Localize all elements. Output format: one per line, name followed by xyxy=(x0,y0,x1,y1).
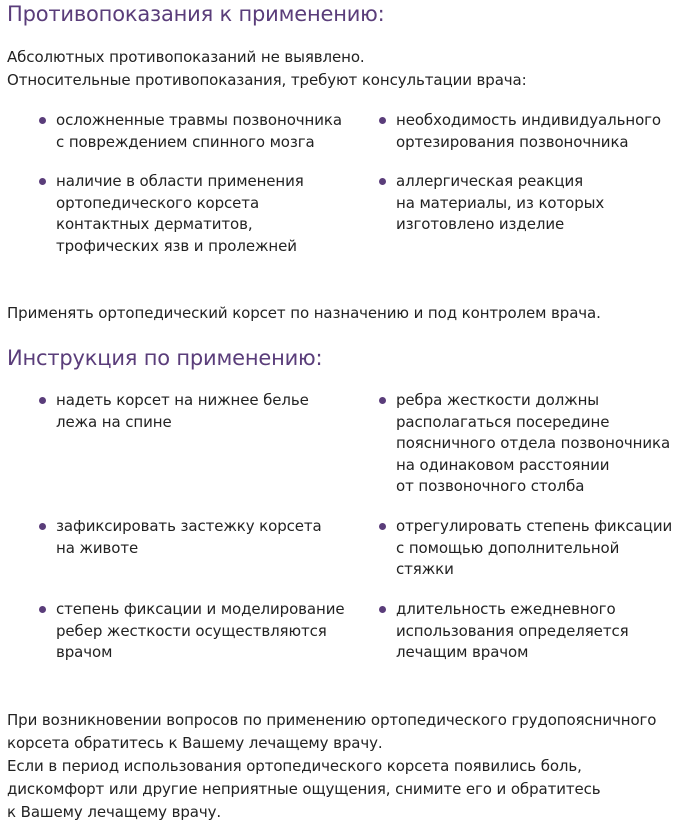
list-item-line: аллергическая реакция xyxy=(396,172,584,190)
bullet-icon xyxy=(379,606,386,613)
footer-line: дискомфорт или другие неприятные ощущения, снимите его и обратитесь xyxy=(7,780,601,798)
list-item-line: осложненные травмы позвоночника xyxy=(56,111,342,129)
list-item-line: располагаться посередине xyxy=(396,412,610,431)
list-item-line: надеть корсет на нижнее белье xyxy=(56,391,309,409)
footer-line: к Вашему лечащему врачу. xyxy=(7,803,222,821)
list-item xyxy=(396,110,661,153)
list-item-line: длительность ежедневного xyxy=(396,600,616,618)
list-item xyxy=(56,390,309,433)
list-item-line: использования определяется xyxy=(396,621,629,640)
bullet-icon xyxy=(39,117,46,124)
note-line: Применять ортопедический корсет по назначению и под контролем врача. xyxy=(7,304,601,322)
list-item-line: лечащим врачом xyxy=(396,643,529,661)
bullet-icon xyxy=(379,178,386,185)
list-item-line: от позвоночного столба xyxy=(396,477,585,495)
list-item-line: ребра жесткости должны xyxy=(396,391,600,409)
footer-line: корсета обратитесь к Вашему лечащему врачу. xyxy=(7,734,383,752)
bullet-icon xyxy=(39,523,46,530)
list-item xyxy=(396,390,670,498)
intro-line: Относительные противопоказания, требуют консультации врача: xyxy=(7,71,527,89)
list-item xyxy=(396,171,604,236)
list-item-line: степень фиксации и моделирование xyxy=(56,600,345,618)
list-item-line: зафиксировать застежку корсета xyxy=(56,517,322,535)
contraindications-heading: Противопоказания к применению: xyxy=(7,2,385,26)
bullet-icon xyxy=(39,397,46,404)
list-item-line: ортопедического корсета xyxy=(56,193,260,212)
list-item xyxy=(56,516,322,559)
list-item-line: отрегулировать степень фиксации xyxy=(396,517,673,535)
list-item-line: с повреждением спинного мозга xyxy=(56,132,315,151)
list-item xyxy=(56,599,344,664)
list-item-line: на материалы, из которых xyxy=(396,193,605,212)
instructions-heading: Инструкция по применению: xyxy=(7,346,323,370)
list-item-line: необходимость индивидуального xyxy=(396,111,661,129)
list-item xyxy=(56,110,342,153)
list-item-line: стяжки xyxy=(396,560,454,578)
list-item-line: поясничного отдела позвоночника xyxy=(396,434,671,452)
bullet-icon xyxy=(39,178,46,185)
bullet-icon xyxy=(39,606,46,613)
list-item-line: с помощью дополнительной xyxy=(396,538,620,557)
list-item xyxy=(56,171,304,257)
list-item xyxy=(396,599,629,664)
list-item-line: изготовлено изделие xyxy=(396,215,565,233)
bullet-icon xyxy=(379,523,386,530)
list-item-line: ортезирования позвоночника xyxy=(396,132,629,151)
bullet-icon xyxy=(379,117,386,124)
list-item-line: ребер жесткости осуществляются xyxy=(56,621,327,640)
instructions-footer xyxy=(7,709,679,824)
footer-line: При возникновении вопросов по применению ортопедического грудопоясничного xyxy=(7,711,657,729)
contraindications-note xyxy=(7,302,679,325)
footer-line: Если в период использования ортопедического корсета появились боль, xyxy=(7,757,582,775)
list-item-line: трофических язв и пролежней xyxy=(56,236,297,255)
list-item-line: лежа на спине xyxy=(56,412,172,431)
contraindications-intro xyxy=(7,46,679,92)
list-item-line: на животе xyxy=(56,538,139,557)
bullet-icon xyxy=(379,397,386,404)
list-item-line: контактных дерматитов, xyxy=(56,215,253,233)
list-item-line: на одинаковом расстоянии xyxy=(396,455,610,474)
intro-line: Абсолютных противопоказаний не выявлено. xyxy=(7,48,365,66)
list-item xyxy=(396,516,672,581)
list-item-line: врачом xyxy=(56,643,113,661)
list-item-line: наличие в области применения xyxy=(56,172,304,190)
